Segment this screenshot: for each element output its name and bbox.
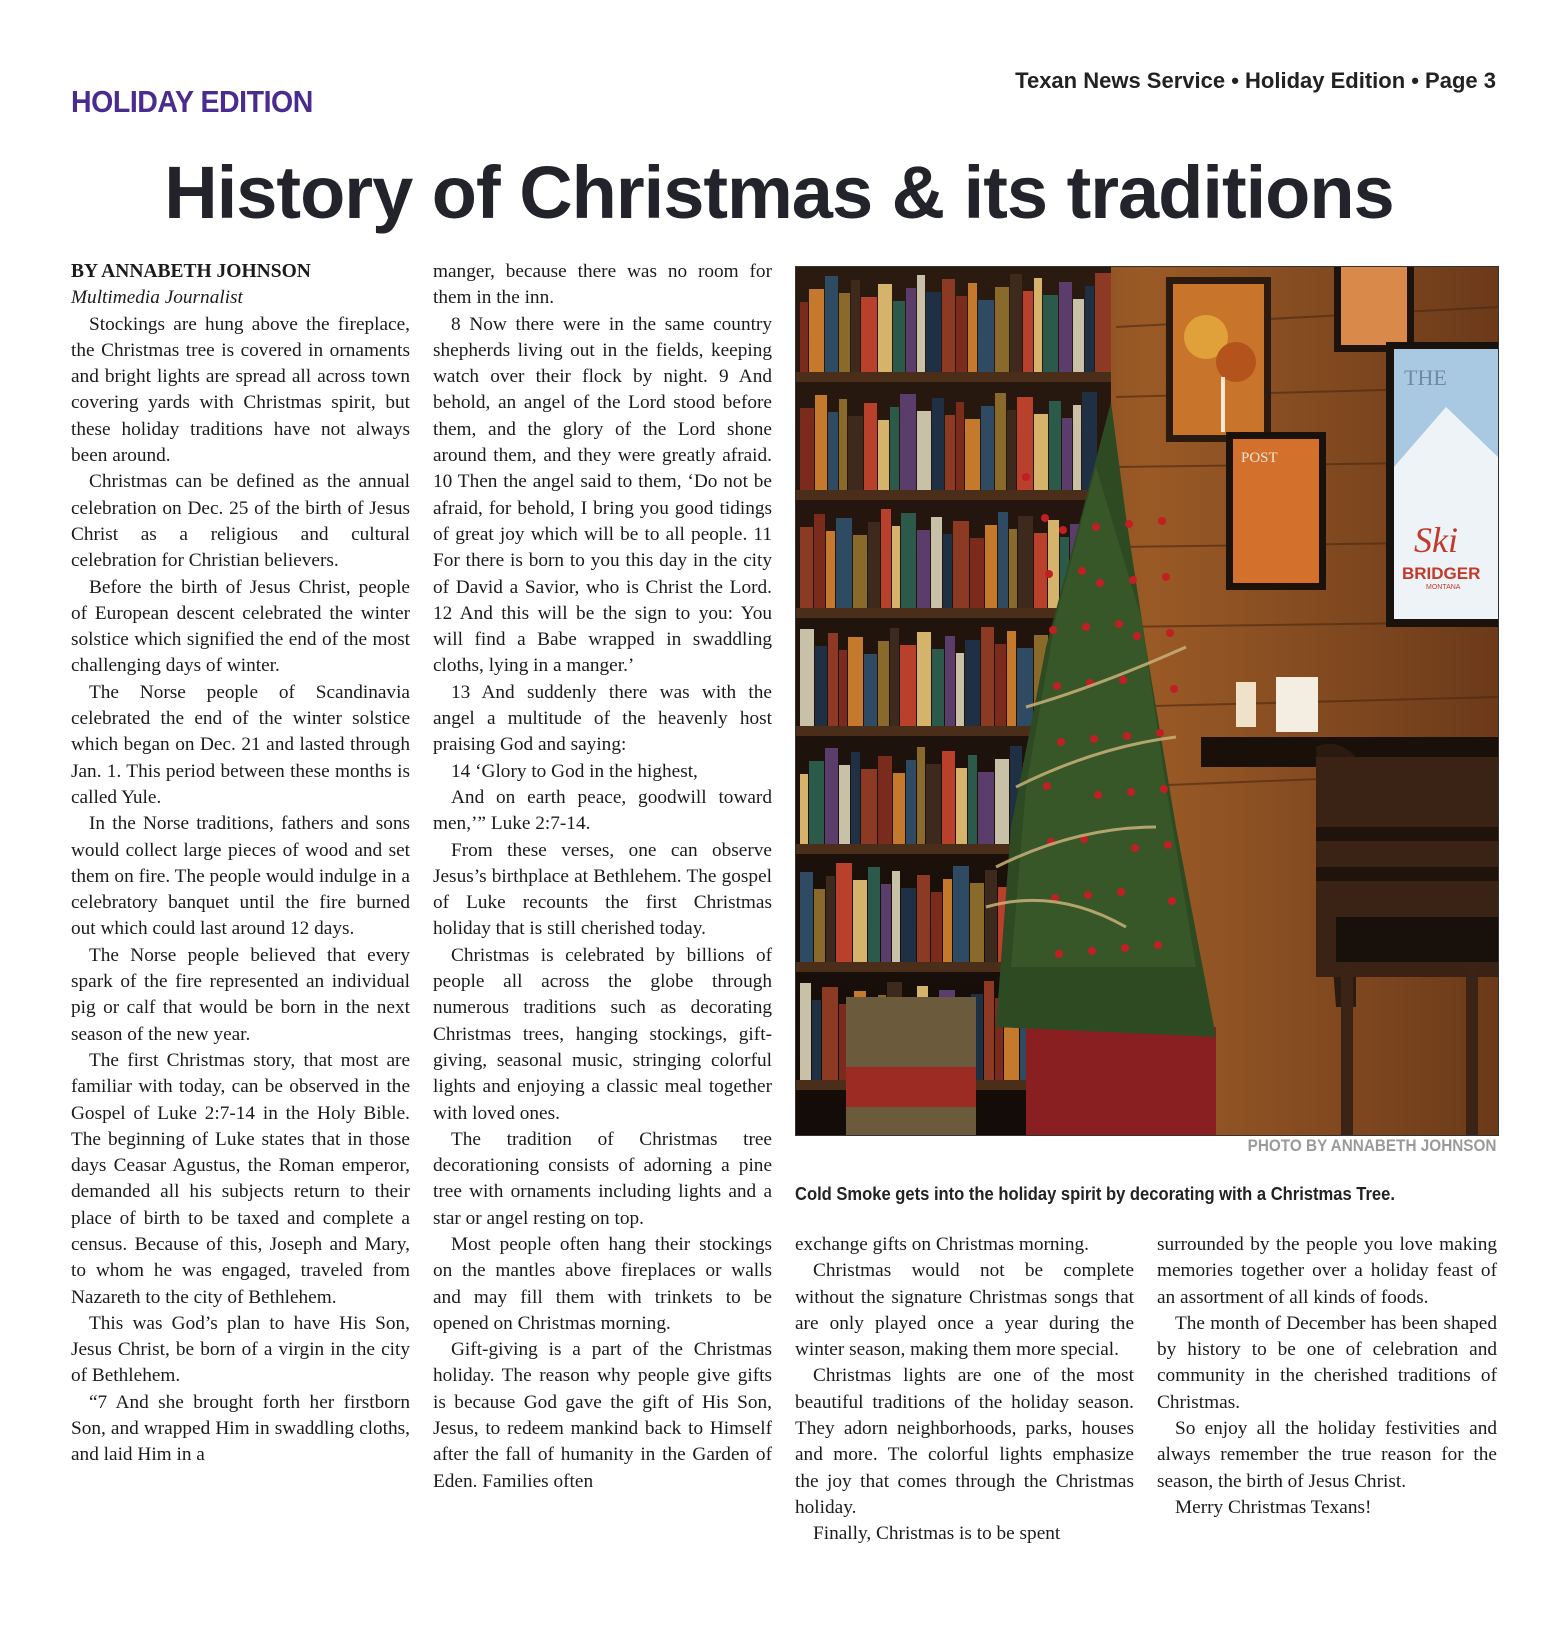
poster-text-bridger: BRIDGER xyxy=(1402,564,1481,583)
article-column-3 xyxy=(795,1232,1134,1548)
paragraph: 13 And suddenly there was with the angel a multitude of the heavenly host praising God and saying: xyxy=(433,681,772,756)
paragraph: exchange gifts on Christmas morning. xyxy=(795,1234,1089,1255)
paragraph: And on earth peace, goodwill toward men,’” Luke 2:7-14. xyxy=(433,786,772,835)
paragraph: So enjoy all the holiday festivities and always remember the true reason for the season, the birth of Jesus Christ. xyxy=(1157,1418,1497,1492)
paragraph: Stockings are hung above the fireplace, the Christmas tree is covered in ornaments and bright lights are spread all across town covering yards with Christmas spirit, but these holiday traditions have not always been around. xyxy=(71,313,410,467)
paragraph: surrounded by the people you love making memories together over a holiday feast of an assortment of all kinds of foods. xyxy=(1157,1234,1497,1308)
paragraph: Christmas would not be complete without the signature Christmas songs that are only played once a year during the winter season, making them more special. xyxy=(795,1260,1134,1361)
photo-caption: Cold Smoke gets into the holiday spirit by decorating with a Christmas Tree. xyxy=(795,1184,1395,1204)
paragraph: The tradition of Christmas tree decorationing consists of adorning a pine tree with ornaments including lights and a star or angel resting on top. xyxy=(433,1128,772,1229)
paragraph: manger, because there was no room for them in the inn. xyxy=(433,261,772,309)
headline: History of Christmas & its traditions xyxy=(164,151,1394,234)
paragraph: Christmas lights are one of the most beautiful traditions of the holiday season. They adorn neighborhoods, parks, houses and more. The colorful lights emphasize the joy that comes through the Christmas holiday. xyxy=(795,1365,1134,1518)
paragraph: In the Norse traditions, fathers and sons would collect large pieces of wood and set them on fire. The people would indulge in a celebratory banquet until the fire burned out which could last around 12 days. xyxy=(71,813,410,940)
paragraph: The month of December has been shaped by history to be one of celebration and community in the cherished traditions of Christmas. xyxy=(1157,1312,1497,1413)
paragraph: Most people often hang their stockings on the mantles above fireplaces or walls and may fill them with trinkets to be opened on Christmas morning. xyxy=(433,1233,772,1334)
paragraph: Christmas is celebrated by billions of people all across the globe through numerous traditions such as decorating Christmas trees, hanging stockings, gift-giving, seasonal music, stringing colorful lights and enjoying a classic meal together with loved ones. xyxy=(433,944,772,1124)
article-column-2 xyxy=(433,259,772,1495)
paragraph: The Norse people believed that every spark of the fire represented an individual pig or calf that would be born in the next season of the new year. xyxy=(71,944,410,1045)
poster-text-top: THE xyxy=(1404,365,1447,390)
paragraph: “7 And she brought forth her firstborn Son, and wrapped Him in swaddling cloths, and laid Him in a xyxy=(71,1391,410,1466)
paragraph: Christmas can be defined as the annual celebration on Dec. 25 of the birth of Jesus Christ as a religious and cultural celebration for Christian believers. xyxy=(71,471,410,572)
article-column-4 xyxy=(1157,1232,1497,1521)
article-column-1 xyxy=(71,259,410,1469)
section-tag: HOLIDAY EDITION xyxy=(71,84,313,119)
running-head: Texan News Service • Holiday Edition • Page 3 xyxy=(1015,68,1496,93)
paragraph: The first Christmas story, that most are familiar with today, can be observed in the Gospel of Luke 2:7-14 in the Holy Bible. The beginning of Luke states that in those days Ceasar Agustus, the Roman emperor, demanded all his subjects return to their place of birth to be taxed and complete a census. Because of this, Joseph and Mary, to whom he was engaged, traveled from Nazareth to the city of Bethlehem. xyxy=(71,1049,410,1308)
photo-credit: PHOTO BY ANNABETH JOHNSON xyxy=(1247,1136,1496,1155)
poster-text-montana: MONTANA xyxy=(1426,584,1461,591)
paragraph: This was God’s plan to have His Son, Jesus Christ, be born of a virgin in the city of Bethlehem. xyxy=(71,1312,410,1387)
paragraph: Before the birth of Jesus Christ, people of European descent celebrated the winter solstice which signified the end of the most challenging days of winter. xyxy=(71,576,410,677)
frame-text: POST xyxy=(1241,450,1278,466)
paragraph: 14 ‘Glory to God in the highest, xyxy=(451,760,698,782)
paragraph: 8 Now there were in the same country shepherds living out in the fields, keeping watch over their flock by night. 9 And behold, an angel of the Lord stood before them, and the glory of the Lord shone around them, and they were greatly afraid. 10 Then the angel said to them, ‘Do not be afraid, for behold, I bring you good tidings of great joy which will be to all people. 11 For there is born to you this day in the city of David a Savior, who is Christ the Lord. 12 And this will be the sign to you: You will find a Babe wrapped in swaddling cloths, lying in a manger.’ xyxy=(433,313,772,677)
author-role: Multimedia Journalist xyxy=(71,287,243,309)
poster-text-ski: Ski xyxy=(1414,520,1458,560)
paragraph: Merry Christmas Texans! xyxy=(1175,1496,1372,1518)
article-photo xyxy=(795,266,1499,1136)
paragraph: Gift-giving is a part of the Christmas holiday. The reason why people give gifts is because God gave the gift of His Son, Jesus, to redeem mankind back to Himself after the fall of humanity in the Garden of Eden. Families often xyxy=(433,1339,772,1492)
paragraph: Finally, Christmas is to be spent xyxy=(813,1523,1061,1545)
paragraph: From these verses, one can observe Jesus’s birthplace at Bethlehem. The gospel of Luke recounts the first Christmas holiday that is still cherished today. xyxy=(433,839,772,940)
byline: BY ANNABETH JOHNSON xyxy=(71,261,311,282)
paragraph: The Norse people of Scandinavia celebrated the end of the winter solstice which began on Dec. 21 and lasted through Jan. 1. This period between these months is called Yule. xyxy=(71,681,410,808)
